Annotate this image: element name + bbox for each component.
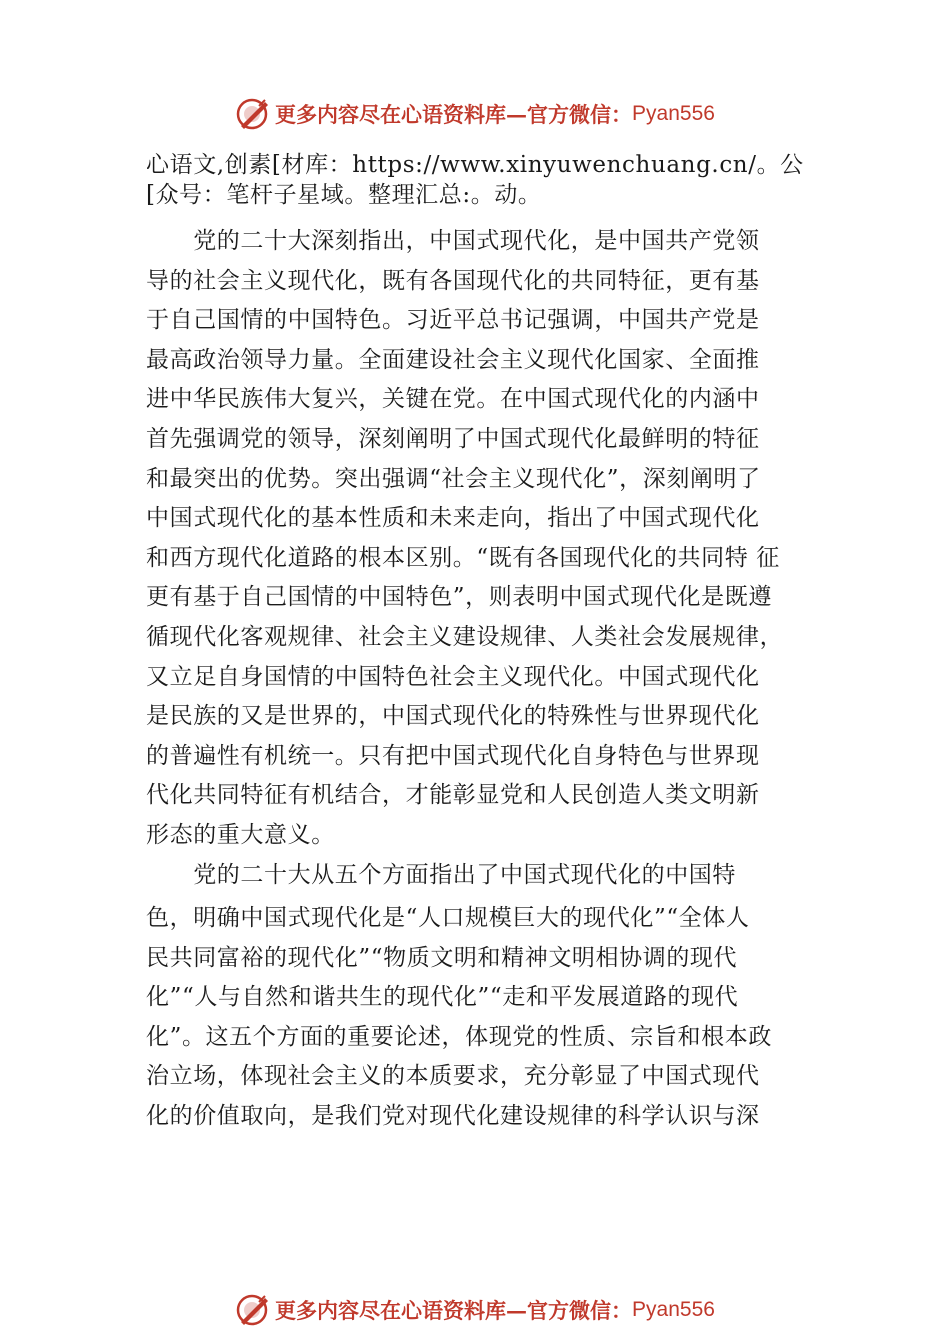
text-line: 中国式现代化的基本性质和未来走向，指出了中国式现代化 — [146, 505, 760, 532]
text-line: 民共同富裕的现代化”“物质文明和精神文明相协调的现代 — [146, 944, 738, 971]
text-line: 最高政治领导力量。全面建设社会主义现代化国家、全面推 — [146, 346, 760, 373]
text-line: 更有基于自己国情的中国特色”，则表明中国式现代化是既遵 — [146, 584, 772, 611]
text-line: 治立场，体现社会主义的本质要求，充分彰显了中国式现代 — [146, 1063, 760, 1090]
text-line: 首先强调党的领导，深刻阐明了中国式现代化最鲜明的特征 — [146, 425, 760, 452]
text-line: 于自己国情的中国特色。习近平总书记强调，中国共产党是 — [146, 307, 760, 334]
text-line: 心语文,创素[材库：https://www.xinyuwenchuang.cn/。公 — [146, 152, 804, 178]
text-line: 的普遍性有机统一。只有把中国式现代化自身特色与世界现 — [146, 742, 760, 769]
text-line: 形态的重大意义。 — [146, 821, 335, 848]
header-banner — [0, 94, 950, 134]
pen-logo-icon — [235, 96, 271, 132]
banner-wechat-id: Pyan556 — [632, 102, 715, 125]
text-line: 和西方现代化道路的根本区别。“既有各国现代化的共同特 征 — [146, 544, 780, 571]
text-line: 是民族的又是世界的，中国式现代化的特殊性与世界现代化 — [146, 703, 760, 730]
text-line: 化”“人与自然和谐共生的现代化”“走和平发展道路的现代 — [146, 984, 739, 1011]
text-line: 导的社会主义现代化，既有各国现代化的共同特征，更有基 — [146, 267, 760, 294]
text-line: 色，明确中国式现代化是“人口规模巨大的现代化”“全体人 — [146, 905, 750, 932]
banner-text: 更多内容尽在心语资料库—官方微信： — [275, 1298, 633, 1323]
text-line: 化的价值取向，是我们党对现代化建设规律的科学认识与深 — [146, 1103, 760, 1130]
pen-logo-icon — [235, 1292, 271, 1328]
text-line: 代化共同特征有机结合，才能彰显党和人民创造人类文明新 — [146, 782, 760, 809]
text-line: [众号：笔杆子星域。整理汇总:。动。 — [146, 182, 542, 208]
text-line: 和最突出的优势。突出强调“社会主义现代化”，深刻阐明了 — [146, 465, 761, 492]
text-line: 进中华民族伟大复兴，关键在党。在中国式现代化的内涵中 — [146, 386, 760, 413]
footer-banner — [0, 1290, 950, 1330]
text-line: 化”。这五个方面的重要论述，体现党的性质、宗旨和根本政 — [146, 1023, 772, 1050]
text-line: 又立足自身国情的中国特色社会主义现代化。中国式现代化 — [146, 663, 760, 690]
banner-wechat-id: Pyan556 — [632, 1298, 715, 1321]
banner-text: 更多内容尽在心语资料库—官方微信： — [275, 102, 633, 127]
document-body — [146, 150, 811, 1137]
paragraph-start-line: 党的二十大从五个方面指出了中国式现代化的中国特 — [146, 861, 736, 888]
text-line: 循现代化客观规律、社会主义建设规律、人类社会发展规律， — [146, 623, 784, 650]
paragraph-start-line: 党的二十大深刻指出，中国式现代化，是中国共产党领 — [146, 228, 760, 254]
